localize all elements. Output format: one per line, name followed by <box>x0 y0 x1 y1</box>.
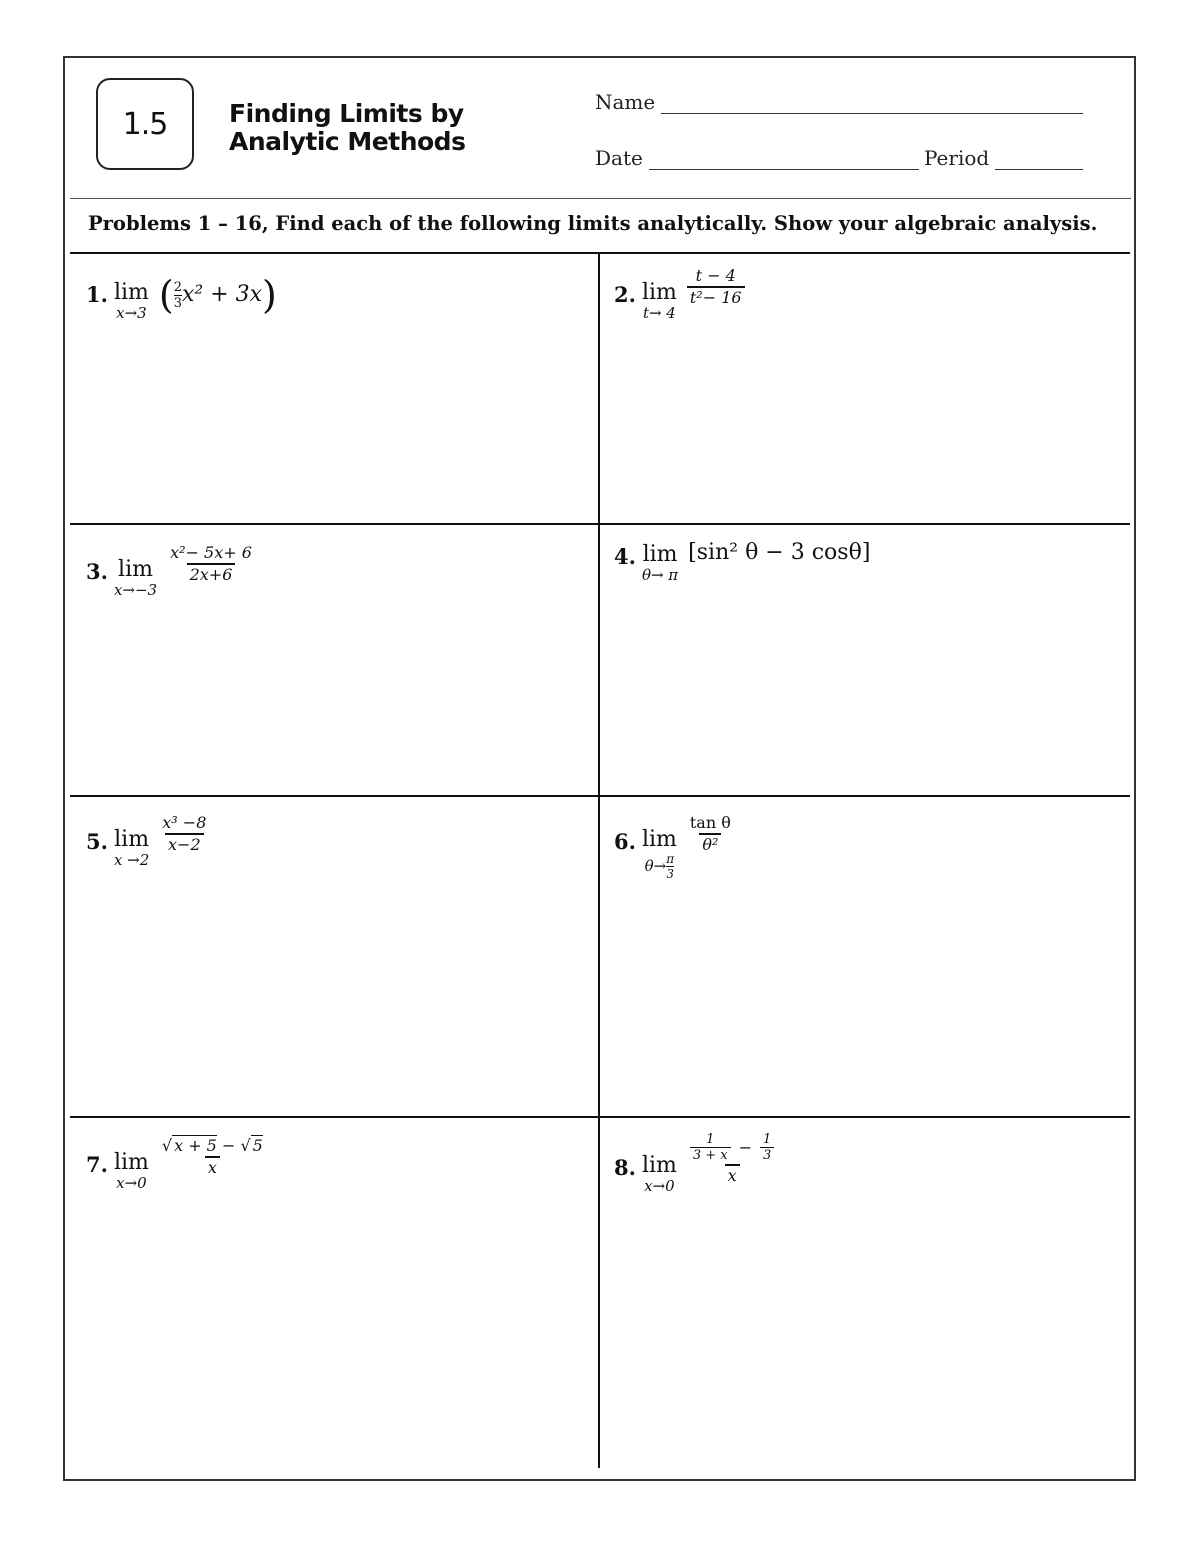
date-label: Date <box>595 146 643 170</box>
period-field <box>924 146 1083 170</box>
problem-number: 2. <box>614 282 636 307</box>
denominator: 2x+6 <box>187 563 236 583</box>
problem-2 <box>614 268 745 321</box>
grid-line-row1 <box>70 523 1130 525</box>
header-divider <box>70 198 1131 199</box>
numerator: t − 4 <box>695 266 736 285</box>
approach-fraction: $\frac{\pi}{3}$ <box>666 852 675 881</box>
numerator: tan θ <box>689 813 731 832</box>
problem-number: 6. <box>614 829 636 854</box>
problem-number: 1. <box>86 282 108 307</box>
limit-operator: lim x→0 <box>641 1153 677 1195</box>
coefficient-fraction: $\frac{2}{3}$ <box>173 279 182 311</box>
name-label: Name <box>595 90 656 114</box>
denominator: θ² <box>699 833 721 853</box>
inner-fraction-2: $\frac{1}{3}$ <box>760 1133 774 1162</box>
denominator: x <box>205 1156 220 1176</box>
limit-operator: lim x →2 <box>113 827 150 869</box>
date-field <box>595 146 919 170</box>
problem-number: 7. <box>86 1152 108 1177</box>
grid-line-center <box>598 253 600 1468</box>
limit-fraction <box>159 815 209 853</box>
title-line-2: Analytic Methods <box>229 127 466 156</box>
period-input-line[interactable] <box>995 151 1083 170</box>
numerator: $\frac{1}{3 + x}$ − $\frac{1}{3}$ <box>687 1133 777 1164</box>
limit-expression: [sin² θ − 3 cosθ] <box>688 540 871 565</box>
period-label: Period <box>924 146 990 170</box>
section-number-badge: 1.5 <box>96 78 194 170</box>
limit-fraction <box>167 545 255 583</box>
problem-4 <box>614 540 870 583</box>
problem-number: 4. <box>614 544 636 569</box>
problem-number: 8. <box>614 1155 636 1180</box>
denominator: x−2 <box>165 833 204 853</box>
title-line-1: Finding Limits by <box>229 99 464 128</box>
limit-operator: lim x→−3 <box>113 557 158 599</box>
inner-fraction-1: $\frac{1}{3 + x}$ <box>690 1133 731 1162</box>
problem-3 <box>86 545 255 598</box>
numerator: √ x + 5 − √ 5 <box>161 1136 263 1155</box>
name-field <box>595 90 1083 114</box>
numerator: x³ −8 <box>162 813 207 832</box>
problem-6 <box>614 815 734 880</box>
denominator: x <box>725 1164 740 1184</box>
name-input-line[interactable] <box>661 95 1083 114</box>
date-input-line[interactable] <box>649 151 919 170</box>
limit-operator: lim t→ 4 <box>641 280 677 322</box>
problem-5 <box>86 815 209 868</box>
instructions: Problems 1 – 16, Find each of the following limits analytically. Show your algebraic analysis. <box>88 212 1098 235</box>
worksheet-title <box>229 100 549 156</box>
denominator: t²− 16 <box>687 286 745 306</box>
limit-fraction <box>687 815 734 853</box>
limit-operator: lim θ→ $\frac{\pi}{3}$ <box>641 827 677 881</box>
grid-line-top <box>70 252 1130 254</box>
limit-fraction <box>687 268 745 306</box>
limit-fraction <box>159 1138 266 1176</box>
grid-line-row2 <box>70 795 1130 797</box>
problem-1 <box>86 273 277 322</box>
grid-line-row3 <box>70 1116 1130 1118</box>
numerator: x²− 5x+ 6 <box>170 543 252 562</box>
limit-fraction <box>687 1133 777 1184</box>
limit-operator: lim x→3 <box>113 280 149 322</box>
problem-number: 3. <box>86 559 108 584</box>
limit-operator: lim θ→ π <box>641 542 679 584</box>
limit-expression: ( $\frac{2}{3}$ x² + 3x) <box>158 273 277 317</box>
limit-operator: lim x→0 <box>113 1150 149 1192</box>
problem-number: 5. <box>86 829 108 854</box>
problem-7 <box>86 1138 266 1191</box>
problem-8 <box>614 1133 777 1194</box>
